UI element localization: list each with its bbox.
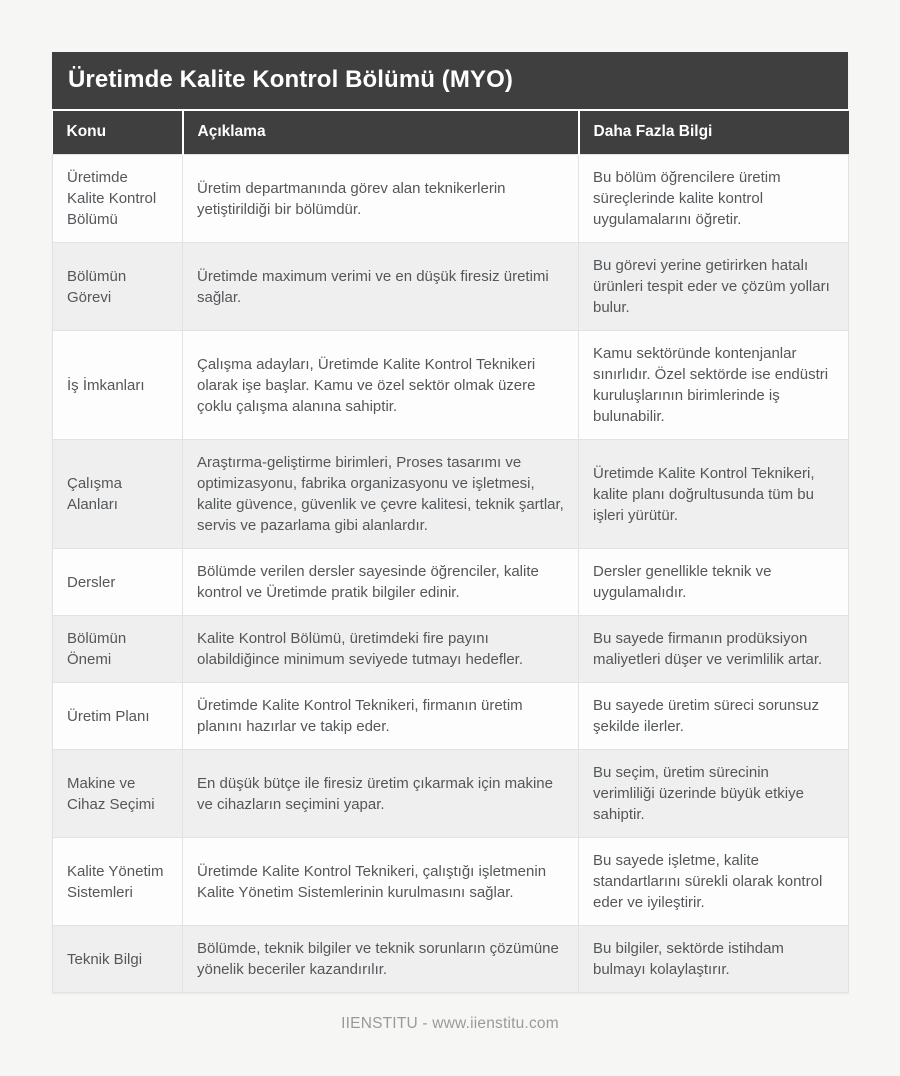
- cell-konu: Dersler: [53, 549, 183, 616]
- table-row: [53, 549, 849, 616]
- cell-aciklama: Üretimde maximum verimi ve en düşük firesiz üretimi sağlar.: [183, 243, 579, 331]
- cell-konu: Kalite Yönetim Sistemleri: [53, 838, 183, 926]
- cell-konu: Teknik Bilgi: [53, 926, 183, 993]
- cell-bilgi: Bu seçim, üretim sürecinin verimliliği üzerinde büyük etkiye sahiptir.: [579, 750, 849, 838]
- table-row: [53, 683, 849, 750]
- table-row: [53, 926, 849, 993]
- table-row: [53, 616, 849, 683]
- cell-bilgi: Bu sayede işletme, kalite standartlarını sürekli olarak kontrol eder ve iyileştirir.: [579, 838, 849, 926]
- cell-konu: Üretimde Kalite Kontrol Bölümü: [53, 155, 183, 243]
- cell-bilgi: Bu sayede üretim süreci sorunsuz şekilde ilerler.: [579, 683, 849, 750]
- cell-konu: İş İmkanları: [53, 331, 183, 440]
- table-row: [53, 750, 849, 838]
- cell-aciklama: Bölümde verilen dersler sayesinde öğrenciler, kalite kontrol ve Üretimde pratik bilgiler edinir.: [183, 549, 579, 616]
- table-row: [53, 838, 849, 926]
- cell-bilgi: Kamu sektöründe kontenjanlar sınırlıdır. Özel sektörde ise endüstri kuruluşlarının birimlerinde iş bulunabilir.: [579, 331, 849, 440]
- cell-bilgi: Bu bölüm öğrencilere üretim süreçlerinde kalite kontrol uygulamalarını öğretir.: [579, 155, 849, 243]
- cell-aciklama: Üretimde Kalite Kontrol Teknikeri, firmanın üretim planını hazırlar ve takip eder.: [183, 683, 579, 750]
- cell-konu: Bölümün Önemi: [53, 616, 183, 683]
- content-card: [52, 52, 848, 993]
- table-row: [53, 440, 849, 549]
- cell-bilgi: Bu bilgiler, sektörde istihdam bulmayı kolaylaştırır.: [579, 926, 849, 993]
- cell-bilgi: Bu sayede firmanın prodüksiyon maliyetleri düşer ve verimlilik artar.: [579, 616, 849, 683]
- table-body: [53, 155, 849, 993]
- cell-konu: Çalışma Alanları: [53, 440, 183, 549]
- column-header-daha-fazla-bilgi: Daha Fazla Bilgi: [579, 111, 849, 155]
- cell-aciklama: Araştırma-geliştirme birimleri, Proses tasarımı ve optimizasyonu, fabrika organizasyonu ve işletmesi, kalite güvence, güvenlik ve çevre kalitesi, teknik şartlar, servis ve pazarlama gibi alanlardır.: [183, 440, 579, 549]
- table-header-row: [53, 111, 849, 155]
- footer-credit: IIENSTITU - www.iienstitu.com: [341, 1015, 559, 1032]
- cell-aciklama: Çalışma adayları, Üretimde Kalite Kontrol Teknikeri olarak işe başlar. Kamu ve özel sektör olmak üzere çoklu çalışma alanına sahiptir.: [183, 331, 579, 440]
- cell-konu: Makine ve Cihaz Seçimi: [53, 750, 183, 838]
- column-header-konu: Konu: [53, 111, 183, 155]
- cell-konu: Bölümün Görevi: [53, 243, 183, 331]
- cell-aciklama: Üretim departmanında görev alan teknikerlerin yetiştirildiği bir bölümdür.: [183, 155, 579, 243]
- info-table: [52, 111, 849, 993]
- cell-aciklama: Kalite Kontrol Bölümü, üretimdeki fire payını olabildiğince minimum seviyede tutmayı hedefler.: [183, 616, 579, 683]
- table-row: [53, 243, 849, 331]
- cell-bilgi: Üretimde Kalite Kontrol Teknikeri, kalite planı doğrultusunda tüm bu işleri yürütür.: [579, 440, 849, 549]
- cell-aciklama: Üretimde Kalite Kontrol Teknikeri, çalıştığı işletmenin Kalite Yönetim Sistemlerinin kurulmasını sağlar.: [183, 838, 579, 926]
- cell-bilgi: Dersler genellikle teknik ve uygulamalıdır.: [579, 549, 849, 616]
- cell-aciklama: Bölümde, teknik bilgiler ve teknik sorunların çözümüne yönelik beceriler kazandırılır.: [183, 926, 579, 993]
- column-header-aciklama: Açıklama: [183, 111, 579, 155]
- table-header: [53, 111, 849, 155]
- cell-konu: Üretim Planı: [53, 683, 183, 750]
- cell-bilgi: Bu görevi yerine getirirken hatalı ürünleri tespit eder ve çözüm yolları bulur.: [579, 243, 849, 331]
- cell-aciklama: En düşük bütçe ile firesiz üretim çıkarmak için makine ve cihazların seçimini yapar.: [183, 750, 579, 838]
- table-row: [53, 155, 849, 243]
- table-row: [53, 331, 849, 440]
- page-title: Üretimde Kalite Kontrol Bölümü (MYO): [52, 52, 848, 111]
